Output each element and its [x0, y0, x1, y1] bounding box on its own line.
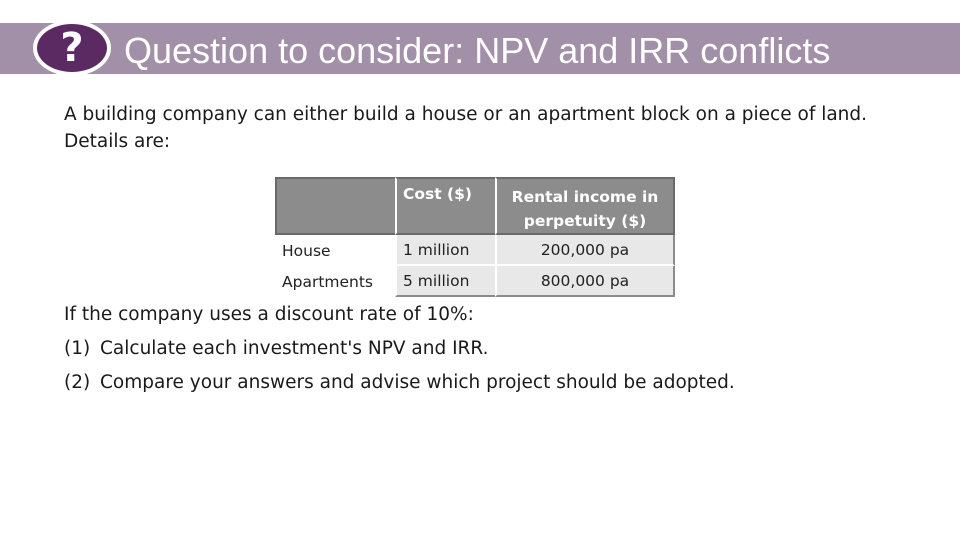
question-mark-glyph: ? — [60, 25, 84, 71]
rental-apartments: 800,000 pa — [495, 266, 675, 297]
table-header-row — [275, 177, 675, 235]
header-blank-cell — [275, 177, 395, 235]
task-item — [64, 366, 934, 400]
header-cost: Cost ($) — [395, 177, 495, 235]
task-number: (2) — [64, 372, 91, 393]
table-row — [275, 235, 675, 266]
discount-rate-prompt: If the company uses a discount rate of 10%: — [64, 304, 474, 325]
task-text: Compare your answers and advise which project should be adopted. — [100, 372, 735, 393]
task-text: Calculate each investment's NPV and IRR. — [100, 338, 489, 359]
intro-line-2: Details are: — [64, 131, 171, 152]
questions-block — [64, 298, 934, 400]
task-item — [64, 332, 934, 366]
row-label-house: House — [275, 235, 395, 266]
task-number: (1) — [64, 338, 91, 359]
slide-title: Question to consider: NPV and IRR conflicts — [124, 30, 831, 71]
intro-line-1: A building company can either build a house or an apartment block on a piece of land. — [64, 104, 868, 125]
cost-house: 1 million — [395, 235, 495, 266]
header-rental-income: Rental income in perpetuity ($) — [495, 177, 675, 235]
details-table — [275, 177, 675, 297]
cost-apartments: 5 million — [395, 266, 495, 297]
question-mark-icon — [33, 20, 111, 76]
rental-house: 200,000 pa — [495, 235, 675, 266]
table-row — [275, 266, 675, 297]
row-label-apartments: Apartments — [275, 266, 395, 297]
intro-paragraph — [64, 101, 924, 155]
